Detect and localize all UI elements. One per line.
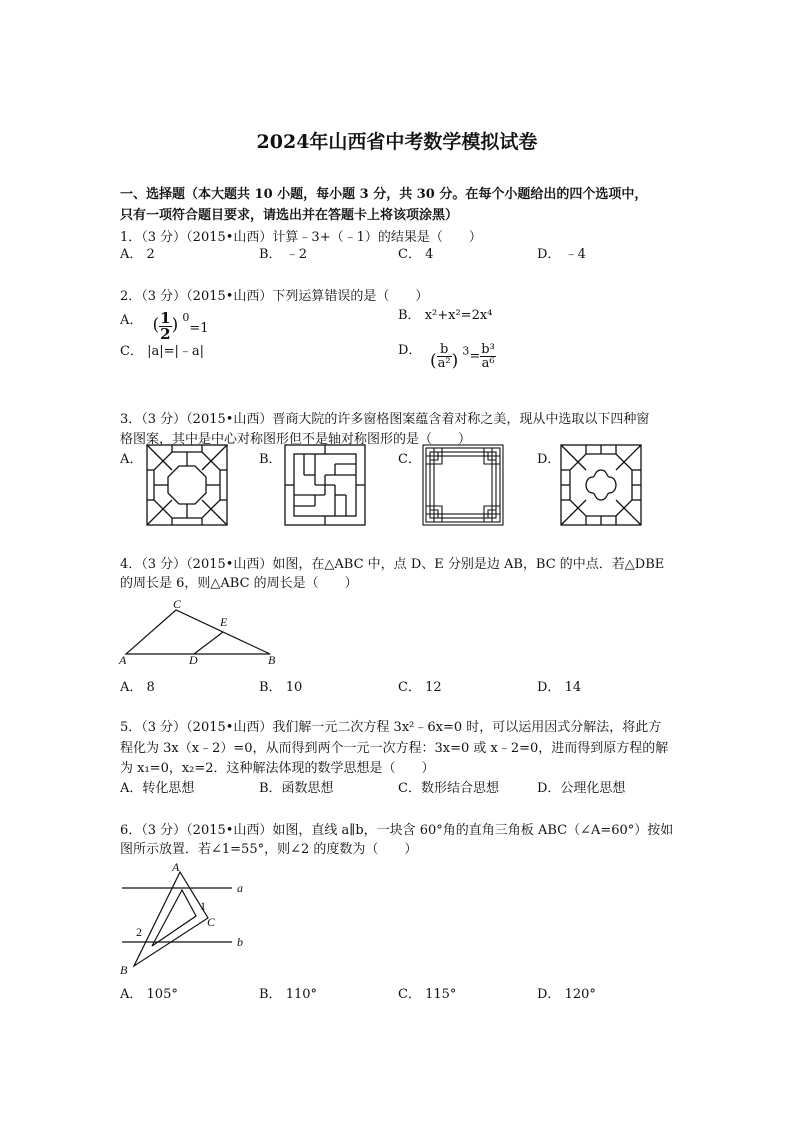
option-value: 10	[285, 680, 303, 695]
q4-option-d[interactable]	[537, 676, 581, 695]
option-value: ﹣2	[285, 247, 307, 262]
option-label: A．	[120, 987, 143, 1002]
q3-option-c-label[interactable]: C．	[398, 452, 421, 467]
point-label-b: B	[120, 963, 128, 977]
q4-stem-line1: 4．（3 分）（2015•山西）如图，在△ABC 中，点 D、E 分别是边 AB，BC 的中点．若△DBE	[120, 557, 665, 572]
line-label-b: b	[237, 935, 243, 949]
q1-option-c[interactable]	[398, 243, 433, 262]
point-label-e: E	[220, 615, 228, 629]
option-value: 120°	[564, 987, 596, 1002]
point-label-b: B	[268, 653, 276, 667]
q6-option-d[interactable]	[537, 983, 596, 1002]
q6-option-b[interactable]	[259, 983, 317, 1002]
option-value: 105°	[146, 987, 178, 1002]
q3-option-d-label[interactable]: D．	[537, 452, 561, 467]
q2-option-b[interactable]	[398, 304, 492, 323]
q6-option-a[interactable]	[120, 983, 178, 1002]
option-label: B．	[259, 680, 282, 695]
option-value: x²+x²=2x⁴	[424, 308, 493, 323]
option-label: A．	[120, 313, 143, 328]
point-label-a: A	[172, 860, 180, 874]
fraction-numerator: b³	[481, 342, 495, 357]
exponent: 0	[182, 310, 190, 324]
option-label: A．	[120, 247, 143, 262]
option-value: 115°	[425, 987, 457, 1002]
exponent: 3	[462, 344, 470, 358]
q2-option-a[interactable]: A． ( $\frac{1}{2}$ ) $^0$=1	[120, 309, 209, 343]
option-label: C．	[398, 247, 421, 262]
lattice-pattern-b	[284, 444, 366, 526]
section-heading-line1: 一、选择题（本大题共 10 小题，每小题 3 分，共 30 分。在每个小题给出的四个选项中，	[120, 187, 648, 202]
option-value: 2	[146, 247, 155, 262]
fraction-numerator: 1	[160, 309, 171, 327]
option-value: 110°	[285, 987, 318, 1002]
lattice-pattern-a	[146, 444, 228, 526]
section-heading-line2: 只有一项符合题目要求，请选出并在答题卡上将该项涂黑）	[120, 208, 459, 223]
q5-option-b[interactable]: B．函数思想	[259, 781, 334, 796]
option-label: B．	[398, 308, 421, 323]
point-label-d: D	[189, 653, 198, 667]
equation-tail: =1	[189, 321, 209, 336]
q3-stem-line1: 3．（3 分）（2015•山西）晋商大院的许多窗格图案蕴含着对称之美，现从中选取以下四种窗	[120, 412, 650, 427]
lattice-pattern-c	[422, 444, 504, 526]
option-label: C．	[398, 680, 421, 695]
q3-option-a-label[interactable]: A．	[120, 452, 143, 467]
q1-stem: 1．（3 分）（2015•山西）计算﹣3+（﹣1）的结果是（ ）	[120, 230, 482, 245]
option-value: 8	[146, 680, 155, 695]
equals-sign: =	[469, 349, 481, 364]
line-label-a: a	[237, 881, 243, 895]
option-value: ﹣4	[564, 247, 586, 262]
q4-option-c[interactable]	[398, 676, 442, 695]
fraction-numerator: b	[437, 343, 452, 357]
angle-label-1: 1	[200, 899, 206, 913]
q5-stem-line3: 为 x₁=0，x₂=2．这种解法体现的数学思想是（ ）	[120, 761, 435, 776]
option-label: D．	[537, 987, 561, 1002]
q2-option-c[interactable]	[120, 340, 204, 359]
q2-stem: 2．（3 分）（2015•山西）下列运算错误的是（ ）	[120, 289, 429, 304]
option-value: 12	[425, 680, 442, 695]
q4-stem-line2: 的周长是 6，则△ABC 的周长是（ ）	[120, 576, 358, 591]
q5-option-c[interactable]: C．数形结合思想	[398, 781, 499, 796]
option-value: |a|=|﹣a|	[147, 344, 205, 359]
q2-option-d-formula: ( $\frac{b}{\text{a²}}$ ) $^3$= $\frac{\text{b³}}{\text{a⁶}}$	[430, 342, 495, 371]
option-label: C．	[398, 987, 421, 1002]
fraction-denominator: 2	[160, 325, 171, 343]
point-label-c: C	[207, 915, 216, 929]
option-label: A．	[120, 680, 143, 695]
option-label: D．	[398, 343, 422, 358]
q1-option-b[interactable]	[259, 243, 307, 262]
option-label: D．	[537, 247, 561, 262]
q4-option-a[interactable]	[120, 676, 155, 695]
angle-label-2: 2	[136, 925, 142, 939]
q4-option-b[interactable]	[259, 676, 302, 695]
q6-stem-line1: 6．（3 分）（2015•山西）如图，直线 a∥b，一块含 60°角的直角三角板 ABC（∠A=60°）按如	[120, 823, 674, 838]
q5-option-a[interactable]: A．转化思想	[120, 781, 195, 796]
lattice-pattern-d	[560, 444, 642, 526]
page-title: 2024年山西省中考数学模拟试卷	[256, 131, 538, 153]
q1-option-d[interactable]	[537, 243, 586, 262]
q2-option-d[interactable]	[398, 339, 421, 358]
q5-option-d[interactable]: D．公理化思想	[537, 781, 626, 796]
q5-stem-line2: 程化为 3x（x﹣2）=0，从而得到两个一元一次方程：3x=0 或 x﹣2=0，进而得到原方程的解	[120, 741, 669, 756]
option-label: B．	[259, 247, 282, 262]
point-label-a: A	[119, 653, 127, 667]
fraction-denominator: a⁶	[481, 356, 495, 371]
option-value: 4	[425, 247, 434, 262]
fraction-denominator: a²	[437, 356, 451, 371]
option-label: B．	[259, 987, 282, 1002]
q1-option-a[interactable]	[120, 243, 155, 262]
q6-option-c[interactable]	[398, 983, 456, 1002]
point-label-c: C	[173, 597, 182, 611]
q5-stem-line1: 5．（3 分）（2015•山西）我们解一元二次方程 3x²﹣6x=0 时，可以运用因式分解法，将此方	[120, 720, 662, 735]
option-value: 14	[564, 680, 582, 695]
option-label: C．	[120, 344, 143, 359]
option-label: D．	[537, 680, 561, 695]
triangle-figure-q4	[118, 596, 288, 668]
triangle-ruler-figure-q6	[118, 860, 258, 978]
q3-option-b-label[interactable]: B．	[259, 452, 282, 467]
q3-stem-line2: 格图案，其中是中心对称图形但不是轴对称图形的是（ ）	[120, 432, 472, 447]
q6-stem-line2: 图所示放置．若∠1=55°，则∠2 的度数为（ ）	[120, 842, 418, 857]
